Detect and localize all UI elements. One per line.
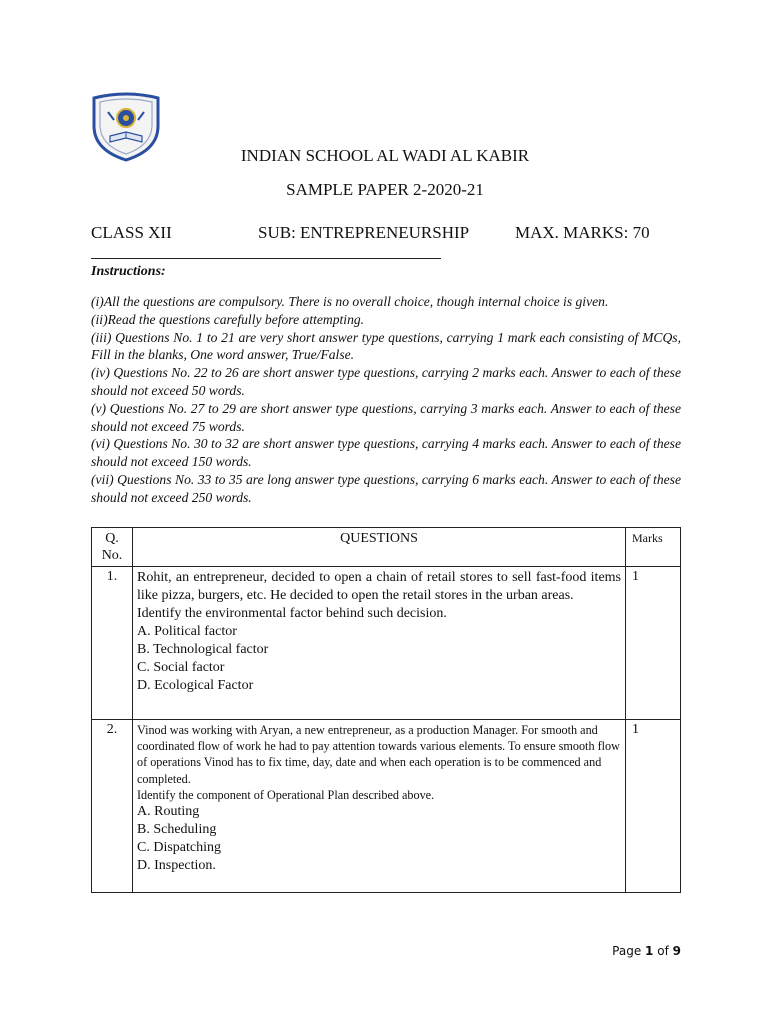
option-a: A. Routing [137, 804, 200, 820]
option-b: B. Technological factor [137, 642, 269, 657]
divider-rule [91, 258, 441, 259]
col-header-marks: Marks [626, 528, 681, 567]
question-cell [133, 567, 626, 720]
instructions-heading: Instructions: [91, 264, 166, 279]
question-cell [133, 720, 626, 893]
instruction-item: (v) Questions No. 27 to 29 are short answer type questions, carrying 3 marks each. Answer to each of these should not exceed 75 words. [91, 400, 681, 434]
question-marks: 1 [626, 720, 681, 893]
option-b: B. Scheduling [137, 822, 217, 838]
of-word: of [657, 944, 669, 958]
col-header-qno: Q. No. [92, 528, 133, 567]
question-marks: 1 [626, 567, 681, 720]
questions-table [91, 527, 681, 893]
instruction-item: (iii) Questions No. 1 to 21 are very short answer type questions, carrying 1 mark each consisting of MCQs, Fill in the blanks, One word answer, True/False. [91, 329, 681, 363]
table-row [92, 720, 681, 893]
page-current: 1 [645, 944, 654, 958]
school-name: INDIAN SCHOOL AL WADI AL KABIR [240, 146, 530, 165]
page-total: 9 [672, 944, 681, 958]
instruction-item: (vii) Questions No. 33 to 35 are long answer type questions, carrying 6 marks each. Answer to each of these should not exceed 250 words. [91, 471, 681, 505]
table-row [92, 567, 681, 720]
question-text: Vinod was working with Aryan, a new entrepreneur, as a production Manager. For smooth and coordinated flow of work he had to pay attention towards various elements. To ensure smooth flow of operations Vinod has to fix time, day, date and when each operation is to be commenced and completed. [137, 723, 620, 786]
max-marks-label: MAX. MARKS: 70 [515, 223, 650, 242]
question-text: Rohit, an entrepreneur, decided to open a chain of retail stores to sell fast-food items like pizza, burgers, etc. He decided to open the retail stores in the urban areas. [137, 570, 621, 603]
class-label: CLASS XII [91, 223, 172, 242]
page-word: Page [612, 944, 642, 958]
option-c: C. Dispatching [137, 840, 221, 856]
question-number: 1. [92, 567, 133, 720]
table-header-row [92, 528, 681, 567]
instructions-list [91, 293, 681, 507]
question-prompt: Identify the component of Operational Plan described above. [137, 787, 435, 802]
question-number: 2. [92, 720, 133, 893]
question-prompt: Identify the environmental factor behind such decision. [137, 606, 447, 621]
page-footer [612, 944, 681, 958]
instruction-item: (vi) Questions No. 30 to 32 are short answer type questions, carrying 4 marks each. Answer to each of these should not exceed 150 words. [91, 436, 681, 470]
option-d: D. Ecological Factor [137, 678, 254, 693]
option-a: A. Political factor [137, 624, 237, 639]
instruction-item: (iv) Questions No. 22 to 26 are short answer type questions, carrying 2 marks each. Answer to each of these should not exceed 50 words. [91, 365, 681, 398]
col-header-questions: QUESTIONS [133, 528, 626, 567]
paper-title: SAMPLE PAPER 2-2020-21 [286, 180, 484, 199]
instruction-item: (ii)Read the questions carefully before attempting. [91, 311, 365, 327]
option-c: C. Social factor [137, 660, 225, 675]
option-d: D. Inspection. [137, 858, 216, 874]
subject-label: SUB: ENTREPRENEURSHIP [258, 223, 470, 242]
instruction-item: (i)All the questions are compulsory. There is no overall choice, though internal choice is given. [91, 294, 609, 309]
